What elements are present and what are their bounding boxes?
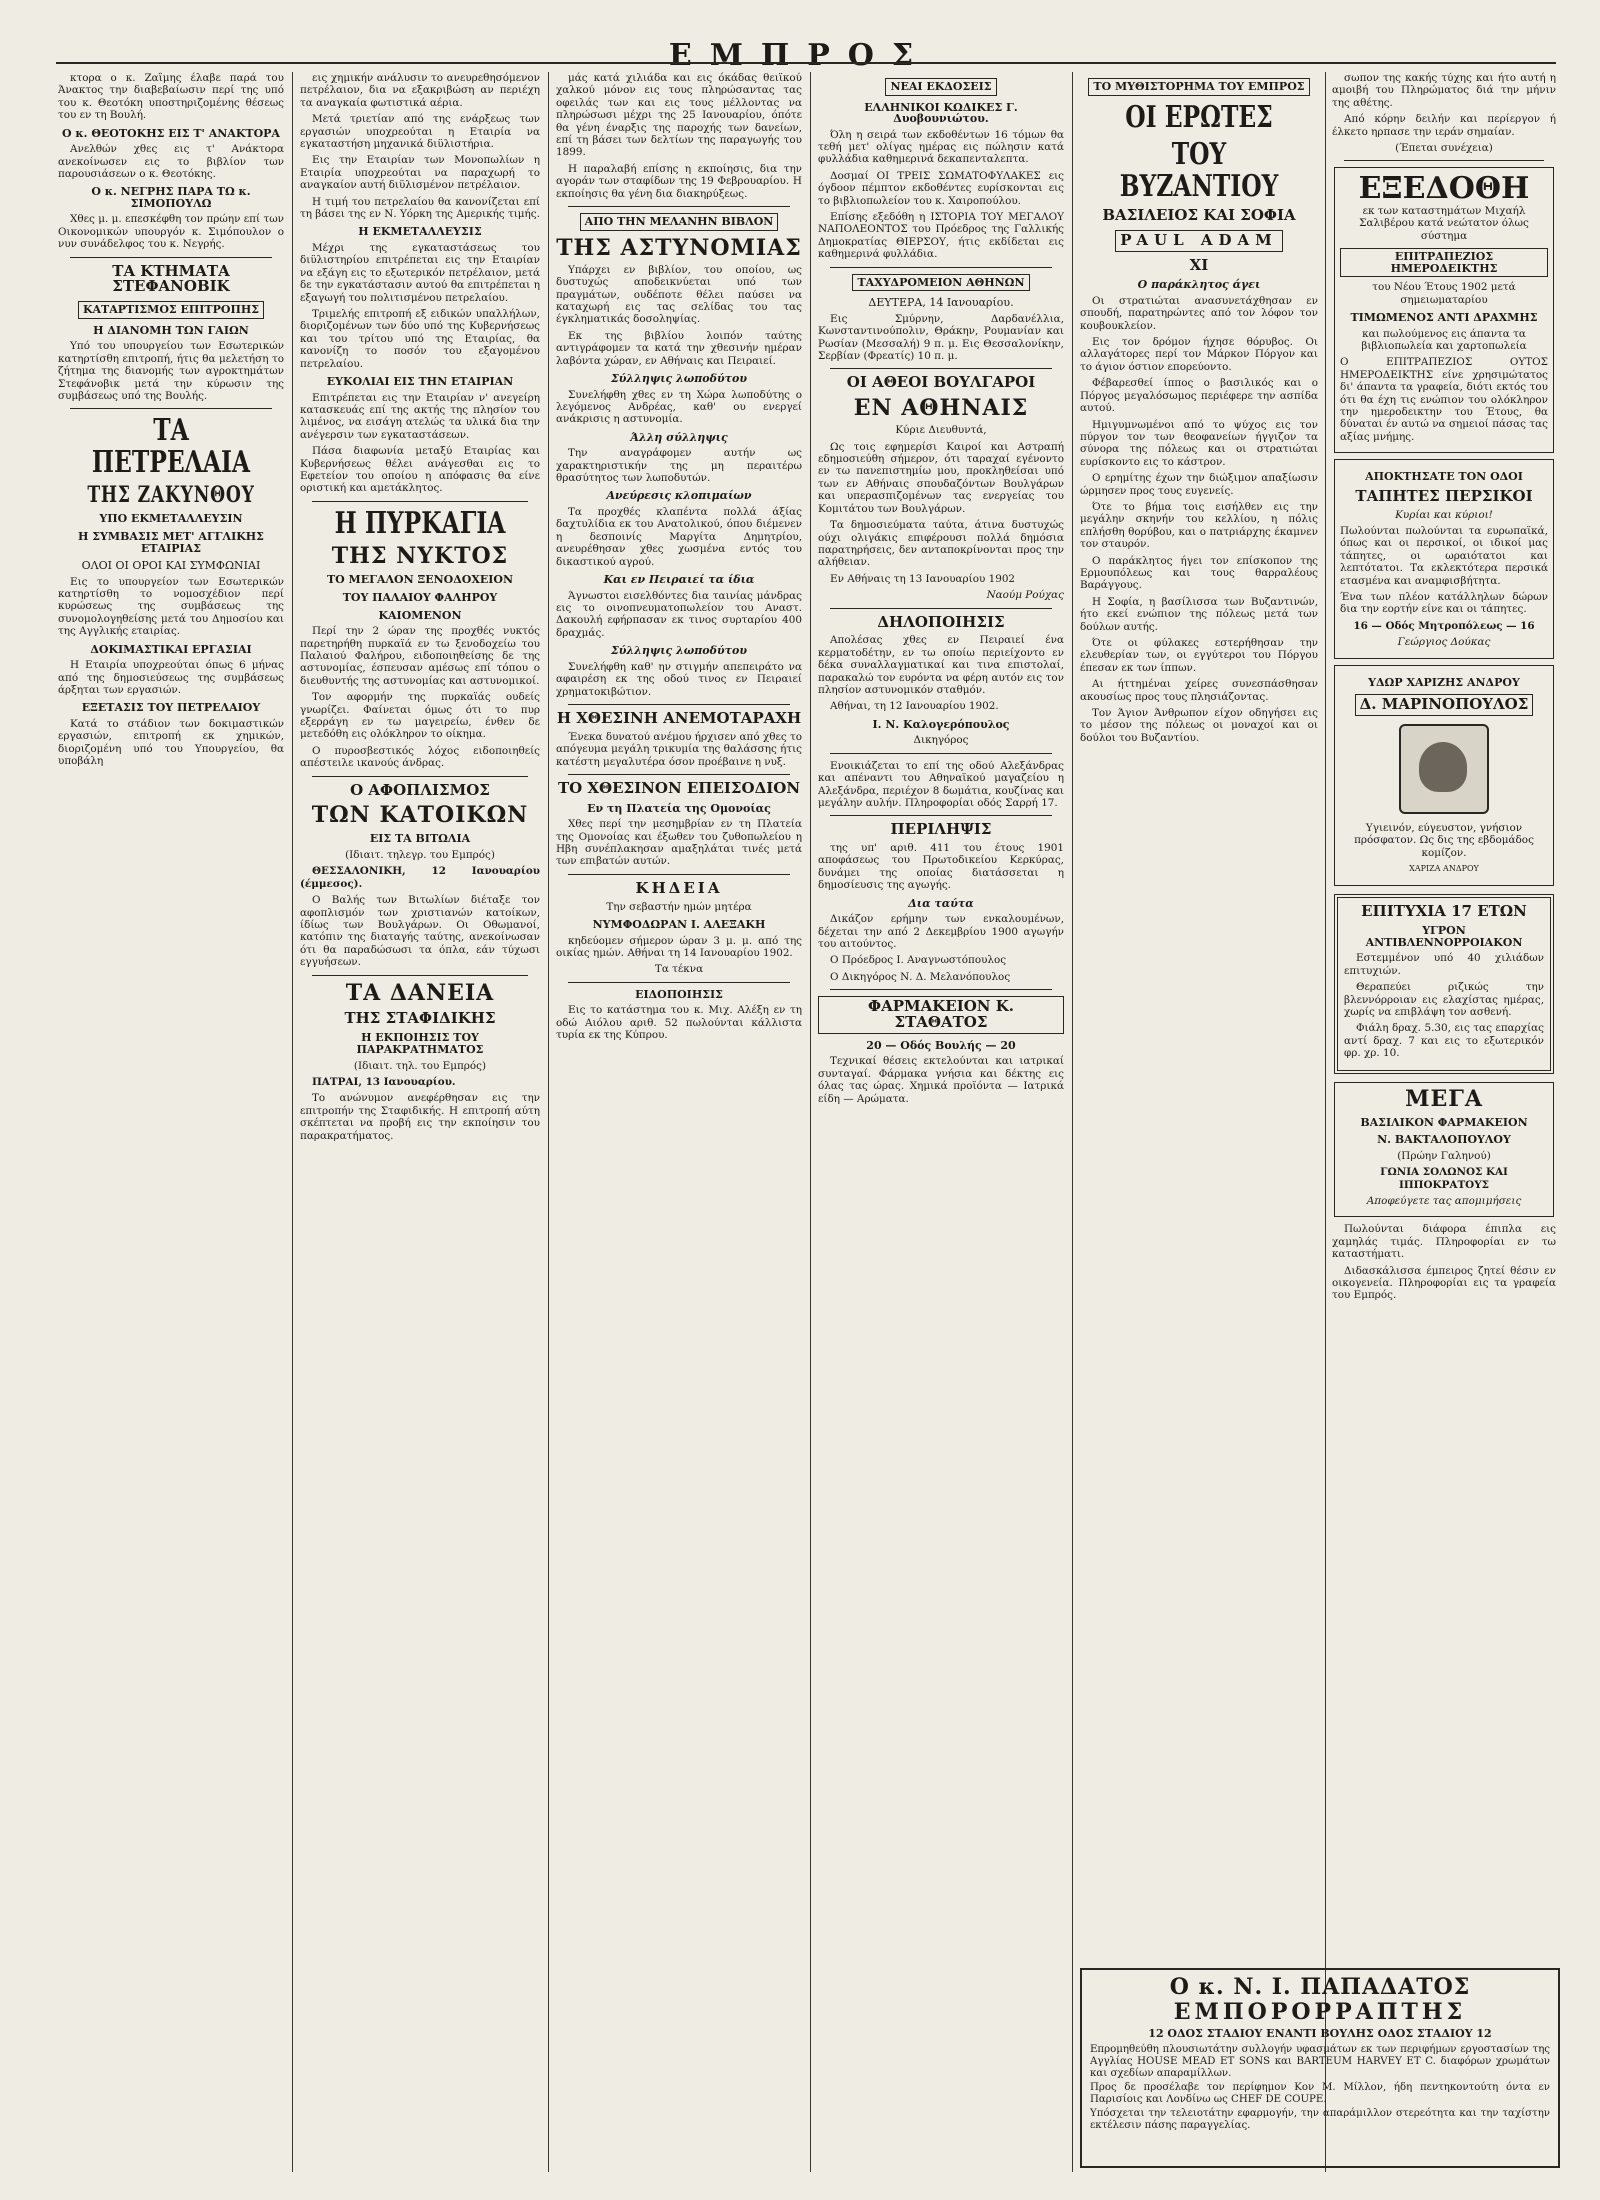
article-text: Εις την Εταιρίαν των Μονοπωλίων η Εταιρία υποχρεούται να παραχωρή το αναγκαίον αυτή διϋλισμένον πετρέλαιον. <box>300 154 540 192</box>
carpet-ad <box>1334 459 1554 658</box>
subheadline: ΕΞΕΤΑΣΙΣ ΤΟΥ ΠΕΤΡΕΛΑΙΟΥ <box>81 701 261 715</box>
subheadline <box>818 274 1064 292</box>
subheadline: Η ΕΚΠΟΙΗΣΙΣ ΤΟΥ ΠΑΡΑΚΡΑΤΗΜΑΤΟΣ <box>356 1031 484 1057</box>
subheadline: ΟΛΟΙ ΟΙ ΟΡΟΙ ΚΑΙ ΣΥΜΦΩΝΙΑΙ <box>81 559 261 573</box>
headline: ΠΕΡΙΛΗΨΙΣ <box>890 820 992 839</box>
ad-address: 16 — Οδός Μητροπόλεως — 16 <box>1353 619 1535 632</box>
article-text: Συνελήφθη χθες εν τη Χώρα λωποδύτης ο λεγόμενος Ανδρέας, καθ' ου ενεργεί ανάκρισις η αστυνομία. <box>556 388 802 426</box>
notice-signature: Τα τέκνα <box>654 963 704 976</box>
article-text: Ως τοις εφημερίσι Καιροί και Αστραπή εδημοσιεύθη σήμερον, ότι ταραχαί εγένοντο εν τω πανεπιστημίω μου, προκληθείσαι υπό των εν Αθήναις σπουδαζόντων Βουλγάρων και υπερασπιζομένων τας ενεργείας του Κομιτάτου των Βουλγάρων. <box>818 440 1064 515</box>
article-text: Οι στρατιώται ανασυνετάχθησαν εν σπουδή, παρατηρώντες από τον λόφον τον κουβουκλείον. <box>1080 294 1318 332</box>
article-text: Εκ της βιβλίου λοιπόν ταύτης αντιγράφομεν τα κατά την χθεσινήν ημέραν λαβόντα χώραν, εν Αθήναις και Πειραιεί. <box>556 329 802 367</box>
headline: ΔΗΛΟΠΟΙΗΣΙΣ <box>877 612 1005 631</box>
subheadline: ΤΟ ΜΕΓΑΛΟΝ ΞΕΝΟΔΟΧΕΙΟΝ <box>326 573 514 587</box>
article-text: Πάσα διαφωνία μεταξύ Εταιρίας και Κυβερνήσεως θέλει ανάγεσθαι εις το Εφετείον του οποίου η απόφασις θα είνε οριστική και αμετάκλητος. <box>300 445 540 495</box>
notice-signature: Ο Πρόεδρος Ι. Αναγνωστόπουλος <box>830 954 1007 967</box>
article-text: Υπάρχει εν βιβλίον, του οποίου, ως δυστυχώς αποδεικνύεται υπό των πραγμάτων, ουδέποτε θέλει παύσει να καταχωρή εις τας σελίδας του τας έγκληματικάς δοσοληψίας. <box>556 263 802 326</box>
article-text: Φέβαρεσθεί ίππος ο βασιλικός και ο Πόργος μεγαλόσωμος περιέφερε την ασπίδα αυτού. <box>1080 377 1318 415</box>
article-text: Ο ερημίτης έχων την διώξιμον απαξίωσιν ώρμησεν προς τους ευγενείς. <box>1080 472 1318 497</box>
article-text: Ο Βαλής των Βιτωλίων διέταξε τον αφοπλισμόν των χριστιανών κατοίκων, ίδίως των Βουλγάρων. Οι Οθωμανοί, κατόπιν της διαταγής ταύτης, ανεκοίνωσαν ότι θα παραδώσωσι τα όπλα, εάν τύχωσι εγγυήσεων. <box>300 894 540 969</box>
headline: ΤΑ ΚΤΗΜΑΤΑ ΣΤΕΦΑΝΟΒΙΚ <box>112 261 230 296</box>
article-text: Όλη η σειρά των εκδοθέντων 16 τόμων θα τεθή μετ' ολίγας ημέρας εις πώλησιν κατά φυλλάδια καθημερινά δεκαπενταλεπτα. <box>818 128 1064 166</box>
article-text: Η παραλαβή επίσης η εκποίησις, δια την αγοράν των σταφίδων της 19 Φεβρουαρίου. Η εκποίησις θα γένη δια διακηρύξεως. <box>556 162 802 200</box>
ad-text: Ένα των πλέον κατάλληλων δώρων δια την εορτήν είνε και οι τάπητες. <box>1340 591 1548 616</box>
article-text: Δικάζον ερήμην των ενκαλουμένων, δέχεται την από 2 Δεκεμβρίου 1900 αγωγήν του αιτούντος. <box>818 913 1064 951</box>
article-text: Τριμελής επιτροπή εξ ειδικών υπαλλήλων, διοριζομένων των δύο υπό της Κυβερνήσεως και του τρίτου υπό της Εταιρίας, θα κανονίζη το ποσόν του εξαγομένου πετρελαίου. <box>300 308 540 370</box>
article-text: Τον αφορμήν της πυρκαϊάς ουδείς γνωρίζει. Φαίνεται όμως ότι το πυρ εξερράγη εν τω μαγειρείω, ένθεν δε μετεδόθη εις ολόκληρον το οίκημα. <box>300 691 540 741</box>
headline-text: ΤΟΥ ΒΥΖΑΝΤΙΟΥ <box>1119 137 1279 204</box>
dispatch-source: (Ιδιαιτ. τηλ. του Εμπρός) <box>353 1059 487 1072</box>
article-text: Συνελήφθη καθ' ην στιγμήν απεπειράτο να αφαιρέση εκ της οδού τινος εν Πειραιεί χρηματοκιβώτιον. <box>556 660 802 698</box>
ad-subheadline: ΑΠΟΚΤΗΣΑΤΕ ΤΟΝ ΟΔΟΙ <box>1365 470 1523 484</box>
ad-subheadline: ΤΙΜΩΜΕΝΟΣ ΑΝΤΙ ΔΡΑΧΜΗΣ <box>1350 311 1538 325</box>
article-text: Επιτρέπεται εις την Εταιρίαν ν' ανεγείρη κατασκευάς επί της ακτής της πλησίον του λιμένος, να εισάγη ατελώς τα υλικά δια την ανέγερσιν των εγκαταστάσεων. <box>300 391 540 441</box>
article-text: Δοσμαί ΟΙ ΤΡΕΙΣ ΣΩΜΑΤΟΦΥΛΑΚΕΣ εις όγδοον πέμπτον εκδοθέντες ευρίσκονται εις το βιβλιοπωλείον του κ. Χαιροπούλου. <box>818 169 1064 207</box>
ad-headline: ΜΕΓΑ <box>1405 1085 1483 1112</box>
headline: Ο κ. ΝΕΓΡΗΣ ΠΑΡΑ ΤΩ κ. ΣΙΜΟΠΟΥΛΩ <box>91 185 251 210</box>
headline <box>58 415 284 478</box>
medicine-ad <box>1334 894 1554 1074</box>
article-text: Ο πυροσβεστικός λόχος ειδοποιηθείς απέστειλε ικανούς άνδρας. <box>300 744 540 770</box>
divider <box>312 776 528 777</box>
divider <box>830 753 1052 754</box>
article-text: Κατά το στάδιον των δοκιμαστικών εργασιών, επιτροπή εκ χημικών, διοριζομένη υπό του Υπουργείου, θα υποβάλη <box>58 717 284 768</box>
seal-icon <box>1399 724 1489 814</box>
subheadline: Εν τη Πλατεία της Ομονοίας <box>587 801 771 815</box>
headline <box>58 484 284 507</box>
article-text: Ότε οι φύλακες εστερήθησαν την ελευθερίαν των, οι εγγύτεροι του Πόργου έπεσαν εκ των ίππων. <box>1080 637 1318 674</box>
subheadline: ΕΙΔΟΠΟΙΗΣΙΣ <box>635 987 723 1001</box>
article-text: Τα δημοσιεύματα ταύτα, άτινα δυστυχώς ούχι ολιγάκις επιφέρουσι πολλά δημόσια παρατηρήσεις, δεν ανταποκρίνονται προς την αλήθειαν. <box>818 519 1064 569</box>
notice-role: Δικηγόρος <box>913 734 969 747</box>
ad-text: Φιάλη δραχ. 5.30, εις τας επαρχίας αντί δραχ. 7 και εις το εξωτερικόν φρ. χρ. 10. <box>1344 1022 1544 1060</box>
ad-headline: ΕΞΕΔΟΘΗ <box>1358 171 1530 207</box>
boxed-headline: ΦΑΡΜΑΚΕΙΟΝ Κ. ΣΤΑΘΑΤΟΣ <box>818 996 1064 1034</box>
headline: ΤΩΝ ΚΑΤΟΙΚΩΝ <box>311 802 529 829</box>
divider <box>830 815 1052 816</box>
article-text: Η τιμή του πετρελαίου θα κανονίζεται επί τη βάσει της εν Ν. Υόρκη της Αμερικής τιμής. <box>300 195 540 221</box>
article-text: Υπό του υπουργείου των Εσωτερικών κατηρτίσθη επιτροπή, ήτις θα μελετήση το ζήτημα της διανομής των αγροκτημάτων Στεφάνοβικ μετά την κύρωσιν της συμβάσεως υπό της Βουλής. <box>58 340 284 402</box>
article-text: Χθες περί την μεσημβρίαν εν τη Πλατεία της Ομονοίας και έξωθεν του ζυθοπωλείου η Ηβη συνέπλακησαν αμαξηλάται τινές μετά των επιβατών αυτών. <box>556 818 802 868</box>
article-text: Εις το υπουργείον των Εσωτερικών κατηρτίσθη το νομοσχέδιον περί κυρώσεως της συμβάσεως της συνομολογηθείσης μετά του Δημοσίου και της Αγγλικής εταιρίας. <box>58 575 284 638</box>
article-text: μάς κατά χιλιάδα και εις όκάδας θειϊκού χαλκού μόνον εις τους πληρώσαντας τας οφειλάς των και εις τους μέλλοντας να πληρώσωσι μέχρι της 25 Ιανουαρίου, όπότε θα γένη έναρξις της παροχής των δανείων, επί τη βάσει των δελτίων της παραγωγής του 1899. <box>556 72 802 159</box>
divider <box>312 501 528 502</box>
article-text: Ημιγυμνωμένοι από το ψύχος εις τον πύργον τον των θεοφανείων ήγγιζον τα σύνορα της πόλεως και οι στρατιώται ευρίσκοντο εις το κάστρον. <box>1080 418 1318 468</box>
subheadline: Δια ταύτα <box>908 896 974 910</box>
ad-text: Αποφεύγετε τας απομιμήσεις <box>1366 1195 1522 1208</box>
divider <box>830 368 1052 369</box>
chapter-number: ΧΙ <box>1189 255 1209 274</box>
article-text: Την αναγράφομεν αυτήν ως χαρακτηριστικήν της μη περαιτέρω θρασύτητος των λωποδυτών. <box>556 447 802 485</box>
notice-date: Αθήναι, τη 12 Ιανουαρίου 1902. <box>830 700 999 713</box>
article-text: Απολέσας χθες εν Πειραιεί ένα κερματοδέτην, εν τω οποίω περιείχοντο εν δέκα συναλλαγματικαί και τινα επιστολαί, παρακαλώ τον ευρόντα να φέρη αυτόν εις τον πλησίον αστυνομικόν σταθμόν. <box>818 634 1064 696</box>
ad-text: Υγιεινόν, εύγευστον, γνήσιον πρόσφατον. Ως δις της εβδομάδος κομίζον. <box>1354 821 1534 859</box>
letter-signature: Ναούμ Ρούχας <box>986 589 1064 602</box>
ad-subheadline: ΥΔΩΡ ΧΑΡΙΖΗΣ ΑΝΔΡΟΥ <box>1368 675 1520 689</box>
article-text: Η Σοφία, η βασίλισσα των Βυζαντινών, ήτο εκεί ενώπιον της πόλεως μετά των δούλων αυτής. <box>1080 595 1318 633</box>
ad-name: Γεώργιος Δούκας <box>1397 636 1491 649</box>
headline: Ο ΑΦΟΠΛΙΣΜΟΣ <box>350 780 490 799</box>
ad-subheadline <box>1340 248 1548 277</box>
divider <box>568 774 790 775</box>
notice-text: Την σεβαστήν ημών μητέρα <box>606 900 752 913</box>
ad-subheadline: ΒΑΣΙΛΙΚΟΝ ΦΑΡΜΑΚΕΙΟΝ <box>1360 1115 1528 1129</box>
article-text: Ότε το βήμα τοις εισήλθεν εις την μεγάλην σκηνήν του κελλίου, η πόλις επλήσθη θορύβου, και ο πατριάρχης έκαμνεν τον σταυρόν. <box>1080 500 1318 551</box>
ad-text: Επρομηθεύθη πλουσιωτάτην συλλογήν υφασμάτων εκ των περιφήμων εργοστασίων της Αγγλίας HOUSE MEAD ET SONS και BARTEUM HARVEY ET C. διαφόρων χρωμάτων και σχεδίων απαραμίλλων. <box>1090 2043 1550 2079</box>
column-1 <box>58 72 284 2172</box>
masthead: ΕΜΠΡΟΣ <box>668 38 932 73</box>
headline <box>1080 139 1318 202</box>
subheadline: Η ΣΥΜΒΑΣΙΣ ΜΕΤ' ΑΓΓΛΙΚΗΣ ΕΤΑΙΡΙΑΣ <box>78 529 264 555</box>
column-5 <box>1080 72 1318 1960</box>
article-text: Τεχνικαί θέσεις εκτελούνται και ιατρικαί συνταγαί. Φάρμακα γνήσια και δέκτης εις όλας τας ώρας. Χημικά προϊόντα — Ιατρικά είδη — Αρώματα. <box>818 1055 1064 1105</box>
column-divider <box>810 72 811 2172</box>
ad-text: ΓΩΝΙΑ ΣΟΛΩΝΟΣ ΚΑΙ ΙΠΠΟΚΡΑΤΟΥΣ <box>1380 1166 1508 1191</box>
article-text: Επίσης εξεδόθη η ΙΣΤΟΡΙΑ ΤΟΥ ΜΕΓΑΛΟΥ ΝΑΠΟΛΕΟΝΤΟΣ του Πρόεδρος της Γαλλικής Δημοκρατίας ΘΙΕΡΣΟΥ, ήτις εκδίδεται εις καθημερινά φυλλάδια. <box>818 211 1064 261</box>
ad-headline: ΤΑΠΗΤΕΣ ΠΕΡΣΙΚΟΙ <box>1355 486 1533 505</box>
notice-name: Ι. Ν. Καλογερόπουλος <box>872 717 1010 731</box>
subheadline: 20 — Οδός Βουλής — 20 <box>866 1038 1016 1052</box>
subheadline: Ανεύρεσις κλοπιμαίων <box>606 489 752 503</box>
article-text: Τα προχθές κλαπέντα πολλά άξίας δαχτυλίδια εκ του Ανατολικού, όπου διέμενεν η δεσποινίς Μαργίτα Δημητρίου, ανευρέθησαν χθες χωσμένα εντός του δικαστικού αγρού. <box>556 506 802 568</box>
subheadline <box>556 213 802 231</box>
article-text: Χθες μ. μ. επεσκέφθη τον πρώην επί των Οικονομικών υπουργόν κ. Σιμόπουλον ο νυν συνάδελφος του κ. Νεγρής. <box>58 213 284 251</box>
subheadline: ΕΛΛΗΝΙΚΟΙ ΚΩΔΙΚΕΣ Γ. Δυοβουνιώτου. <box>864 100 1018 126</box>
author-name: PAUL ADAM <box>1115 230 1283 252</box>
divider <box>568 982 790 983</box>
subheadline: ΒΑΣΙΛΕΙΟΣ ΚΑΙ ΣΟΦΙΑ <box>1102 206 1296 225</box>
subheadline <box>1080 78 1318 96</box>
subheadline: Σύλληψις λωποδύτου <box>611 371 747 385</box>
article-text: Ενοικιάζεται το επί της οδού Αλεξάνδρας και απέναντι του Αθηναϊκού μαγαζείου η Αλεξάνδρα, περιέχον 8 δωμάτια, κουζίνας και μεγάλην αυλήν. Πληροφορίαι οδός Σαρρή 17. <box>818 759 1064 809</box>
article-text: Ανελθών χθες εις τ' Ανάκτορα ανεκοίνωσεν εις το βιβλίον των παρουσιάσεων ο κ. Θεοτόκης. <box>58 143 284 180</box>
headline: ΚΗΔΕΙΑ <box>635 878 723 897</box>
headline-text: ΤΑ ΠΕΤΡΕΛΑΙΑ <box>91 413 251 480</box>
divider <box>568 704 790 705</box>
article-text: της υπ' αριθ. 411 του έτους 1901 αποφάσεως του Πρωτοδικείου Κερκύρας, δυνάμει της οποίας διατάσσεται η δημοσίευσις της αγωγής. <box>818 842 1064 892</box>
ad-text: (Πρώην Γαληνού) <box>1397 1149 1491 1162</box>
article-text: Η Εταιρία υποχρεούται όπως 6 μήνας από της δημοσιεύσεως της συμβάσεως άρξηται των εργασιών. <box>58 659 284 696</box>
article-text: Περί την 2 ώραν της προχθές νυκτός παρετηρήθη πυρκαϊά εν τω ξενοδοχείω του Παλαιού Φαλήρου, ειδοποιηθείσης δε της αστυνομίας, έσπευσαν αμέσως επί τόπου ο διευθυντής της αστυνομίας και αστυνομικοί. <box>300 625 540 687</box>
subheadline: Άλλη σύλληψις <box>630 430 728 444</box>
article-text: κτορα ο κ. Ζαΐμης έλαβε παρά του Άνακτος την διαβεβαίωσιν περί της υπό του κ. Θεοτόκη υποστηριζομένης θέσεως του εν τη Βουλή. <box>58 72 284 122</box>
article-text: εις χημικήν ανάλυσιν το ανευρεθησόμενον πετρέλαιον, δια να εξακριβώση αν περιέχη τα αναγκαία φωτιστικά αέρια. <box>300 72 540 109</box>
headline: Ο κ. ΘΕΟΤΟΚΗΣ ΕΙΣ Τ' ΑΝΑΚΤΟΡΑ <box>62 126 280 140</box>
headline: ΟΙ ΑΘΕΟΙ ΒΟΥΛΓΑΡΟΙ <box>846 373 1036 392</box>
article-text: Από κόρην δειλήν και περίεργον ή έλκετο ηρπασε την ιεράν σημαίαν. <box>1332 113 1556 138</box>
ad-boxed-text: Δ. ΜΑΡΙΝΟΠΟΥΛΟΣ <box>1355 694 1534 716</box>
ad-text: Υπόσχεται την τελειοτάτην εφαρμογήν, την απαράμιλλον στερεότητα και την ταχίστην εκτέλεσιν πάσης παραγγελίας. <box>1090 2107 1550 2131</box>
ad-headline: ΕΜΠΟΡΟΡΡΑΠΤΗΣ <box>1173 1999 1467 2026</box>
article-text: Το ανώνυμον ανεφέρθησαν εις την επιτροπήν της Σταφιδικής. Η επιτροπή αύτη σκέπτεται να προβή εις την εκποίησιν του παρακρατήματος. <box>300 1092 540 1142</box>
divider <box>568 874 790 875</box>
boxed-subheadline: ΤΑΧΥΔΡΟΜΕΙΟΝ ΑΘΗΝΩΝ <box>852 274 1029 292</box>
notice-signature: Ο Δικηγόρος Ν. Δ. Μελανόπουλος <box>830 970 1011 983</box>
subheadline: Σύλληψις λωποδύτου <box>611 644 747 658</box>
ad-address: 12 ΟΔΟΣ ΣΤΑΔΙΟΥ ΕΝΑΝΤΙ ΒΟΥΛΗΣ ΟΔΟΣ ΣΤΑΔΙΟΥ 12 <box>1148 2027 1492 2041</box>
article-text: Αι ήττημέναι χείρες συνεσπάσθησαν ακουσίως προς τους πλησιάζοντας. <box>1080 678 1318 703</box>
headline-text: ΤΗΣ ΖΑΚΥΝΘΟΥ <box>87 482 255 509</box>
subheadline: ΕΥΚΟΛΙΑΙ ΕΙΣ ΤΗΝ ΕΤΑΙΡΙΑΝ <box>326 375 514 389</box>
article-text: σωπον της κακής τύχης και ήτο αυτή η αμοιβή του Πληρώματος διά την μήνιν της αθέτης. <box>1332 72 1556 109</box>
dispatch-place: ΘΕΣΣΑΛΟΝΙΚΗ, 12 Ιανουαρίου (έμμεσος). <box>300 865 540 890</box>
ad-text: Ο ΕΠΙΤΡΑΠΕΖΙΟΣ ΟΥΤΟΣ ΗΜΕΡΟΔΕΙΚΤΗΣ είνε χρησιμώτατος δι' άπαντα τα γραφεία, διότι εκτός του ότι θα έχη τις ενώπιον του ολόκληρον την ημεροδεικτην του Έτους, θα δύναται έν αυτώ να σημειοί πάσας τας αξίας μνήμης. <box>1340 356 1548 443</box>
column-divider <box>548 72 549 2172</box>
chapter-title: Ο παράκλητος άγει <box>1137 278 1261 292</box>
letter-salutation: Κύριε Διευθυντά, <box>895 424 987 437</box>
headline: ΤΟ ΧΘΕΣΙΝΟΝ ΕΠΕΙΣΟΔΙΟΝ <box>557 778 801 797</box>
boxed-subheadline: ΑΠΟ ΤΗΝ ΜΕΛΑΝΗΝ ΒΙΒΛΟΝ <box>580 213 779 231</box>
divider <box>830 608 1052 609</box>
headline <box>1080 99 1318 135</box>
divider <box>312 975 528 976</box>
headline: ΤΗΣ ΣΤΑΦΙΔΙΚΗΣ <box>344 1008 496 1027</box>
ad-text: Κυρίαι και κύριοι! <box>1395 508 1493 521</box>
subheadline: ΕΙΣ ΤΑ ΒΙΤΩΛΙΑ <box>369 832 471 846</box>
subheadline <box>58 301 284 319</box>
headline: ΤΗΣ ΝΥΚΤΟΣ <box>331 543 509 570</box>
ad-text: Εστεμμένον υπό 40 χιλιάδων επιτυχιών. <box>1344 952 1544 977</box>
ad-boxed-text: ΕΠΙΤΡΑΠΕΖΙΟΣ ΗΜΕΡΟΔΕΙΚΤΗΣ <box>1340 248 1548 277</box>
headline-text: Η ΠΥΡΚΑΓΙΑ <box>334 505 506 541</box>
dispatch-source: (Ιδιαιτ. τηλεγρ. του Εμπρός) <box>345 848 495 861</box>
boxed-subheadline: ΝΕΑΙ ΕΚΔΟΣΕΙΣ <box>885 78 996 96</box>
boxed-subheadline: ΚΑΤΑΡΤΙΣΜΟΣ ΕΠΙΤΡΟΠΗΣ <box>78 301 264 319</box>
classified-text: Διδασκάλισσα έμπειρος ζητεί θέσιν εν οικογενεία. Πληροφορίαι εις τα γραφεία του Εμπρός. <box>1332 1264 1556 1302</box>
divider <box>70 257 272 258</box>
column-4 <box>818 72 1064 2172</box>
headline <box>818 996 1064 1034</box>
author <box>1080 230 1318 252</box>
ad-text: Πωλούνται πωλούνται τα ευρωπαϊκά, όπως και οι περσικοί, οι ιδικοί μας τάπητες, οι ωραιότατοι και λεπτότατοι. Τα εκλεκτότερα περσικά ετασμένα και αναμφισβήτητα. <box>1340 524 1548 587</box>
article-text: Εις Σμύρνην, Δαρδανέλλια, Κωνσταντινούπολιν, Θράκην, Ρουμανίαν και Ρωσίαν (Μεσσαλή) 9 π. μ. Εις Θεσσαλονίκην, Σερβίαν (Φρεατίς) 10 π. μ. <box>818 312 1064 363</box>
notice-name: ΝΥΜΦΟΔΩΡΑΝ Ι. ΑΛΕΞΑΚΗ <box>592 918 766 932</box>
subheadline: ΔΟΚΙΜΑΣΤΙΚΑΙ ΕΡΓΑΣΙΑΙ <box>90 642 252 656</box>
headline <box>300 505 540 541</box>
article-text: Μετά τριετίαν από της ενάρξεως των εργασιών υποχρεούται η Εταιρία να εγκαταστήση μηχανικά διϋλιστήρια. <box>300 113 540 151</box>
article-text: Μέχρι της εγκαταστάσεως του διϋλιστηρίου επιτρέπεται εις την Εταιρίαν να εξάγη εις το εξωτερικόν πετρέλαιον, μετά δε την εγκατάστασιν αυτού θα επιτρέπεται η εξαγωγή του πολιτισμένου πετρελαίου. <box>300 242 540 304</box>
article-text: Εις τον δρόμον ήχησε θόρυβος. Οι αλλαγάτορες περί τον Μάρκον Πόργον και το άγιον όστιον επορεύοντο. <box>1080 336 1318 373</box>
subheadline: ΚΑΙΟΜΕΝΟΝ <box>378 608 462 622</box>
article-text: Ο παράκλητος ήγει τον επίσκοπον της Ερμουπόλεως και τους θαρραλέους Βαράγγους. <box>1080 554 1318 592</box>
divider <box>1344 160 1544 161</box>
article-text: Εις το κατάστημα του κ. Μιχ. Αλέξη εν τη οδώ Αιόλου αριθ. 52 πωλούνται κάλλιστα τυρία εκ της Κύπρου. <box>556 1004 802 1042</box>
column-divider <box>1325 72 1326 2172</box>
ad-text: εκ των καταστημάτων Μιχαήλ Σαλιβέρου κατά νεώτατον όλως σύστημα <box>1359 204 1529 242</box>
notice-text: κηδεύομεν σήμερον ώραν 3 μ. μ. από της οικίας ημών. Αθήναι τη 14 Ιανουαρίου 1902. <box>556 934 802 959</box>
calendar-ad <box>1334 167 1554 453</box>
ad-text: και πωλούμενος εις άπαντα τα βιβλιοπωλεία και χαρτοπωλεία <box>1361 327 1527 353</box>
headline: ΕΝ ΑΘΗΝΑΙΣ <box>853 395 1029 422</box>
divider <box>568 206 790 207</box>
divider <box>830 267 1052 268</box>
headline: Η ΧΘΕΣΙΝΗ ΑΝΕΜΟΤΑΡΑΧΗ <box>556 709 802 727</box>
column-6 <box>1332 72 1556 1960</box>
article-text: Τον Άγιον Άνθρωπον είχον οδηγήσει εις το μέσον της πόλεως οι μοναχοί και οι δούλοι του Βυζαντίου. <box>1080 707 1318 744</box>
column-divider <box>292 72 293 2172</box>
subheadline: Η ΕΚΜΕΤΑΛΛΕΥΣΙΣ <box>358 225 482 239</box>
dispatch-place: ΠΑΤΡΑΙ, 13 Ιανουαρίου. <box>312 1075 456 1088</box>
letter-date: Εν Αθήναις τη 13 Ιανουαρίου 1902 <box>830 572 1016 585</box>
ad-text: του Νέου Έτους 1902 μετά σημειωματαρίου <box>1372 281 1516 306</box>
ad-text: Θεραπεύει ριζικώς την βλεννόρροιαν εις ελαχίστας ημέρας, χωρίς να επιβλάψη τον ασθενή. <box>1344 981 1544 1019</box>
tailor-ad <box>1080 1968 1560 2168</box>
headline-text: ΟΙ ΕΡΩΤΕΣ <box>1125 99 1273 135</box>
divider <box>70 408 272 409</box>
divider <box>830 989 1052 990</box>
boxed-subheadline: ΤΟ ΜΥΘΙΣΤΟΡΗΜΑ ΤΟΥ ΕΜΠΡΟΣ <box>1088 78 1309 96</box>
pharmacy-ad <box>1334 1082 1554 1218</box>
masthead-rule <box>56 62 1556 64</box>
article-text: Άγνωστοι εισελθόντες δια ταινίας μάνδρας εις το οινοπνευματοπωλείον του Αναστ. Δακουλή εφήρπασαν εκ τινος συρταρίου 400 δραχμάς. <box>556 589 802 639</box>
subheadline <box>818 78 1064 96</box>
continued-note: (Έπεται συνέχεια) <box>1395 142 1493 155</box>
subheadline: ΔΕΥΤΕΡΑ, 14 Ιανουαρίου. <box>868 296 1014 310</box>
ad-headline <box>1340 694 1548 716</box>
classified-text: Πωλούνται διάφορα έπιπλα εις χαμηλάς τιμάς. Πληροφορίαι εν τω καταστήματι. <box>1332 1223 1556 1261</box>
column-3 <box>556 72 802 2172</box>
ad-subheadline: ΥΓΡΟΝ ΑΝΤΙΒΛΕΝΝΟΡΡΟΙΑΚΟΝ <box>1365 924 1523 949</box>
subheadline: Η ΔΙΑΝΟΜΗ ΤΩΝ ΓΑΙΩΝ <box>93 323 249 337</box>
headline: ΤΗΣ ΑΣΤΥΝΟΜΙΑΣ <box>556 234 802 261</box>
ad-headline: ΕΠΙΤΥΧΙΑ 17 ΕΤΩΝ <box>1361 901 1527 920</box>
headline: ΤΑ ΔΑΝΕΙΑ <box>345 979 495 1006</box>
seal-label: ΧΑΡΙΖΑ ΑΝΔΡΟΥ <box>1409 864 1479 874</box>
column-divider <box>1072 72 1073 2172</box>
article-text: Ένεκα δυνατού ανέμου ήρχισεν από χθες το απόγευμα μεγάλη τρικυμία της θαλάσσης ήτις κατέστη μεγαλυτέρα όσον προέβαινε η νυξ. <box>556 730 802 768</box>
subheadline: ΤΟΥ ΠΑΛΑΙΟΥ ΦΑΛΗΡΟΥ <box>342 591 498 605</box>
ad-headline: Ο κ. Ν. Ι. ΠΑΠΑΔΑΤΟΣ <box>1169 1974 1471 2000</box>
subheadline: Και εν Πειραιεί τα ίδια <box>603 573 755 587</box>
ad-subheadline: Ν. ΒΑΚΤΑΛΟΠΟΥΛΟΥ <box>1377 1133 1511 1147</box>
subheadline: ΥΠΟ ΕΚΜΕΤΑΛΛΕΥΣΙΝ <box>99 512 243 526</box>
column-2 <box>300 72 540 2172</box>
water-ad <box>1334 665 1554 886</box>
ad-text: Προς δε προσέλαβε τον περίφημον Κον Μ. Μίλλον, ήδη πεντηκοντούτη όντα εν Παρισίοις και Λονδίνω ως CHEF DE COUPE. <box>1090 2081 1550 2105</box>
